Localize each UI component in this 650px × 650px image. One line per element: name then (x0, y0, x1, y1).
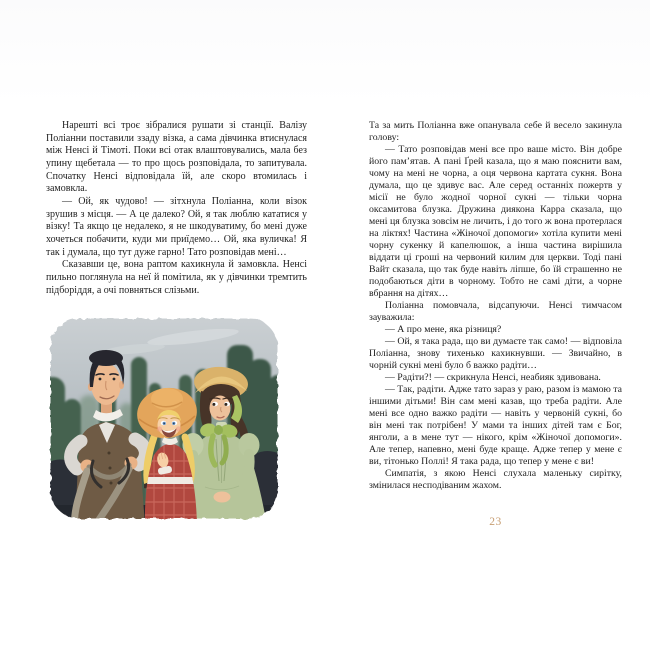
paragraph: — Тато розповідав мені все про ваше місто. Він добре його пам’ятав. А пані Ґрей казала, що я маю пояснити вам, чому на мені не чорна, а оця червона картата сукня. Вона думала, що це здивує вас. Але серед останніх пожертв у місії не було жодної чорної сукні — тільки чорна оксамитова блузка. Дружина диякона Карра сказала, що мені ця блузка зовсім не личить, і до того ж вона протерлася на ліктях! Частина «Жіночої допомоги» хотіла купити мені чорну сукенку й капелюшок, а інша частина вирішила віддати ці гроші на червоний килим для церкви. Тоді пані Вайт сказала, що так буде навіть ліпше, бо їй страшенно не подобаються діти в чорному. Тобто не самі діти, а чорне вбрання на дітях… (369, 144, 622, 299)
paragraph: Та за мить Поліанна вже опанувала себе й весело закинула голову: (369, 120, 622, 143)
paragraph: — Так, радіти. Адже тато зараз у раю, разом із мамою та іншими дітьми! Він сам мені казав, що треба радіти. Але мені все одно важко радіти — навіть у червоній сукні, бо він мені так потрібен! У мами та інших дітей там є Бог, янголи, а в мене тут — нікого, крім «Жіночої допомоги». Але тепер, напевно, мені буде краще. Адже тепер у мене є ви, тітонько Поллі! Я така рада, що тепер у мене є ви! (369, 384, 623, 467)
paragraph: Симпатія, з якою Ненсі слухала маленьку сирітку, змінилася несподіваним жахом. (369, 468, 622, 491)
paragraph: — А про мене, яка різниця? (385, 324, 502, 335)
left-text-block (46, 120, 307, 297)
wagon-illustration (43, 311, 285, 526)
paragraph: Поліанна помовчала, відсапуючи. Ненсі тимчасом зауважила: (369, 300, 622, 323)
paragraph: — Радіти?! — скрикнула Ненсі, неабияк здивована. (385, 372, 601, 383)
right-text-block (369, 120, 622, 492)
paragraph: Нарешті всі троє зібралися рушати зі станції. Валізу Поліанни поставили ззаду візка, а сама дівчинка втиснулася між Ненсі й Тімоті. Поки всі отак влаштовувались, мала без упину щебетала — то про щось розповідала, то запитувала. Спочатку Ненсі відповідала їй, але скоро втомилась і замовкла. (46, 120, 307, 195)
paragraph: Сказавши це, вона раптом кахикнула й замовкла. Ненсі пильно поглянула на неї й помітила, як у дівчинки тремтить підборіддя, а очі повняться слізьми. (46, 259, 307, 296)
paragraph: — Ой, я така рада, що ви думаєте так само! — відповіла Поліанна, знову тихенько кахикнувши. — Звичайно, в чорній сукні мені було б важко радіти… (369, 336, 622, 371)
paragraph: — Ой, як чудово! — зітхнула Поліанна, коли візок зрушив з місця. — А це далеко? Ой, я так люблю кататися у візку! Та якщо це недалеко, я не шкодуватиму, бо мені дуже хочеться побачити, куди ми приїдемо… Ой, яка вуличка! Я так і думала, що тут дуже гарно! Тато розповідав мені… (46, 195, 307, 258)
page-number: 23 (489, 516, 502, 528)
